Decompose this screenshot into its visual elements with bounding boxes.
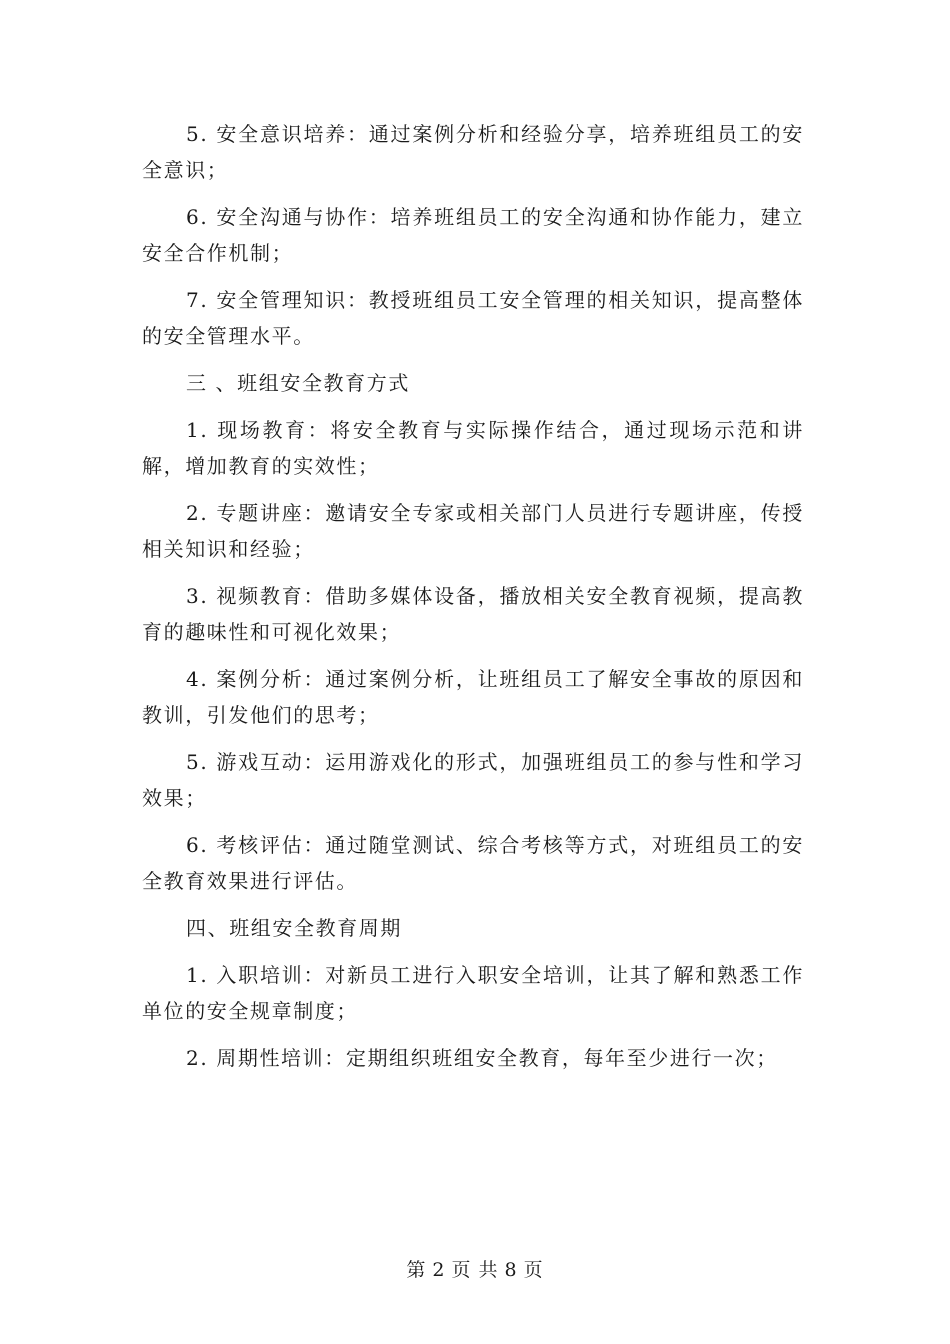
list-item: 2. 专题讲座：邀请安全专家或相关部门人员进行专题讲座，传授相关知识和经验； (142, 501, 804, 561)
page-number-current: 2 (432, 1259, 446, 1281)
page-footer-suffix: 页 (523, 1259, 544, 1281)
list-item: 6. 考核评估：通过随堂测试、综合考核等方式，对班组员工的安全教育效果进行评估。 (142, 833, 804, 893)
list-item: 1. 现场教育：将安全教育与实际操作结合，通过现场示范和讲解，增加教育的实效性； (142, 418, 804, 478)
section-heading: 三 、班组安全教育方式 (186, 371, 410, 395)
list-item: 6. 安全沟通与协作：培养班组员工的安全沟通和协作能力，建立安全合作机制； (142, 205, 804, 265)
document-body (142, 116, 804, 1087)
section-heading: 四、班组安全教育周期 (186, 916, 402, 940)
list-item: 5. 游戏互动：运用游戏化的形式，加强班组员工的参与性和学习效果； (142, 750, 804, 810)
page-footer-middle: 页 共 (451, 1259, 499, 1281)
list-item: 1. 入职培训：对新员工进行入职安全培训，让其了解和熟悉工作单位的安全规章制度； (142, 963, 804, 1023)
list-item: 5. 安全意识培养：通过案例分析和经验分享，培养班组员工的安全意识； (142, 122, 804, 182)
list-item: 4. 案例分析：通过案例分析，让班组员工了解安全事故的原因和教训，引发他们的思考； (142, 667, 804, 727)
list-item: 7. 安全管理知识：教授班组员工安全管理的相关知识，提高整体的安全管理水平。 (142, 288, 804, 348)
list-item: 2. 周期性培训：定期组织班组安全教育，每年至少进行一次； (186, 1046, 778, 1070)
page-footer-prefix: 第 (406, 1259, 427, 1281)
page-number-total: 8 (504, 1259, 518, 1281)
list-item: 3. 视频教育：借助多媒体设备，播放相关安全教育视频，提高教育的趣味性和可视化效果； (142, 584, 804, 644)
page-footer (0, 1255, 950, 1282)
